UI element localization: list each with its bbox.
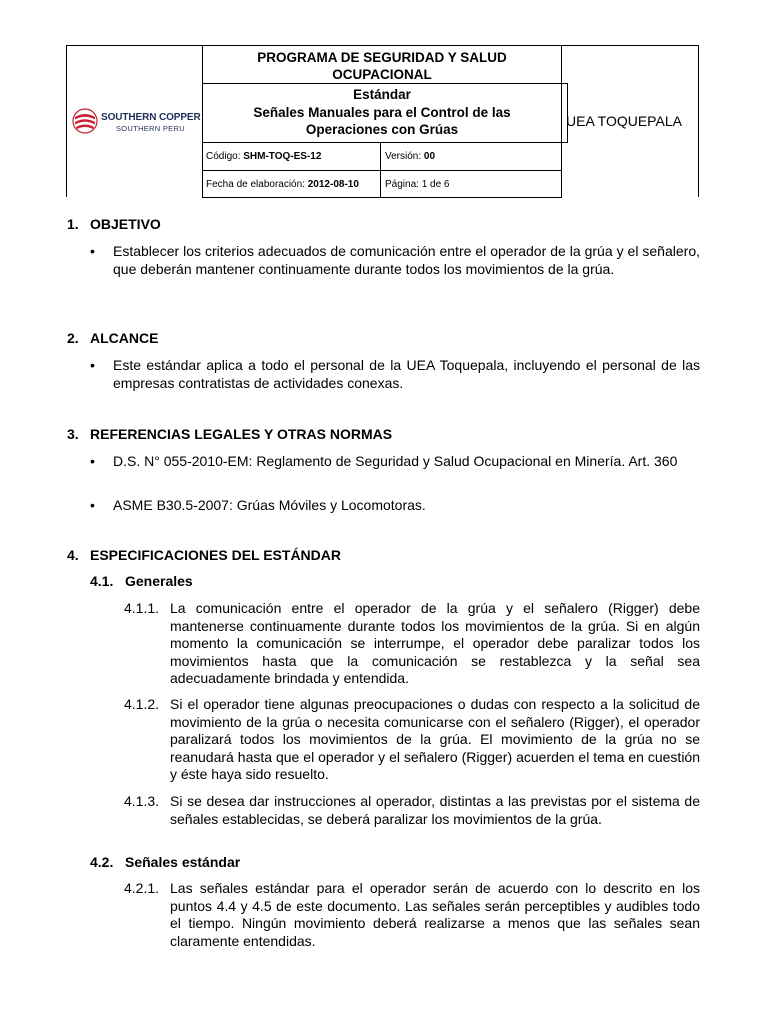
version-cell: [385, 151, 435, 163]
item-number: 4.1.1.: [124, 600, 160, 616]
section-number: 2.: [67, 330, 79, 346]
document-type: Estándar: [353, 87, 411, 102]
document-title-line1: Señales Manuales para el Control de las: [253, 105, 511, 120]
section-number: 4.: [67, 547, 79, 563]
program-title-line2: OCUPACIONAL: [332, 67, 432, 82]
item-number: 4.2.1.: [124, 880, 160, 896]
header-row-line-1: [202, 83, 568, 84]
subsection-number: 4.1.: [90, 573, 114, 589]
section-title: ALCANCE: [90, 330, 159, 346]
list-item: [90, 243, 700, 278]
bullet-icon: •: [90, 497, 95, 513]
subsection-title: Señales estándar: [125, 854, 241, 870]
bullet-text: Establecer los criterios adecuados de comunicación entre el operador de la grúa y el señalero, que deberán mantener continuamente durante todos los movimientos de la grúa.: [113, 243, 700, 277]
company-logo: [72, 104, 202, 140]
item-text: Las señales estándar para el operador serán de acuerdo con lo descrito en los puntos 4.4 y 4.5 de este documento. Las señales serán perceptibles y audibles todo el tiempo. Ningún movimiento deberá realizarse a menos que las señales sean claramente entendidas.: [170, 880, 700, 949]
header-row-line-4: [202, 197, 562, 198]
list-item: [90, 453, 700, 471]
section-heading-especificaciones: [67, 547, 341, 563]
header-row-line-2: [202, 142, 568, 143]
date-value: 2012-08-10: [307, 179, 359, 190]
section-heading-alcance: [67, 330, 158, 346]
subsection-heading-senales: [90, 854, 240, 870]
bullet-text: ASME B30.5-2007: Grúas Móviles y Locomotoras.: [113, 497, 426, 513]
list-item: [124, 880, 700, 950]
southern-copper-logo-icon: [72, 108, 98, 134]
subsection-number: 4.2.: [90, 854, 114, 870]
header-divider-right: [561, 45, 562, 197]
header-border-left: [66, 45, 67, 197]
section-number: 1.: [67, 216, 79, 232]
bullet-icon: •: [90, 243, 95, 259]
code-cell: [206, 151, 321, 163]
bullet-text: D.S. N° 055-2010-EM: Reglamento de Seguridad y Salud Ocupacional en Minería. Art. 360: [113, 453, 678, 469]
section-heading-objetivo: [67, 216, 161, 232]
unit-name: UEA TOQUEPALA: [566, 113, 682, 129]
item-number: 4.1.2.: [124, 696, 160, 712]
date-cell: [206, 179, 359, 191]
section-title: REFERENCIAS LEGALES Y OTRAS NORMAS: [90, 426, 393, 442]
bullet-icon: •: [90, 357, 95, 373]
bullet-icon: •: [90, 453, 95, 469]
list-item: [124, 696, 700, 784]
section-title: OBJETIVO: [90, 216, 161, 232]
item-text: Si el operador tiene algunas preocupaciones o dudas con respecto a la solicitud de movimiento de la grúa o necesita comunicarse con el señalero (Rigger), el operador paralizará todos los movimientos de la grúa. El movimiento de la grúa no se reanudará hasta que el operador y el señalero (Rigger) acuerden el tema en cuestión y éste haya sido resuelto.: [170, 696, 700, 782]
document-title-line2: Operaciones con Grúas: [305, 122, 459, 137]
header-border-right: [698, 45, 699, 197]
bullet-text: Este estándar aplica a todo el personal de la UEA Toquepala, incluyendo el personal de las empresas contratistas de actividades conexas.: [113, 357, 700, 391]
section-number: 3.: [67, 426, 79, 442]
version-value: 00: [423, 151, 436, 162]
list-item: [124, 793, 700, 828]
item-number: 4.1.3.: [124, 793, 160, 809]
page-label: Página: 1 de 6: [385, 179, 450, 190]
list-item: [90, 497, 700, 515]
program-title-line1: PROGRAMA DE SEGURIDAD Y SALUD: [257, 50, 507, 65]
company-name: SOUTHERN COPPER: [101, 112, 201, 123]
date-label: Fecha de elaboración:: [206, 179, 305, 190]
item-text: Si se desea dar instrucciones al operador, distintas a las previstas por el sistema de señales establecidas, se deberá paralizar los movimientos de la grúa.: [170, 793, 700, 827]
code-label: Código:: [206, 151, 241, 162]
subsection-title: Generales: [125, 573, 193, 589]
header-row-line-3: [202, 170, 562, 171]
page-cell: [385, 179, 450, 191]
company-subname: SOUTHERN PERU: [116, 124, 185, 133]
section-title: ESPECIFICACIONES DEL ESTÁNDAR: [90, 547, 341, 563]
list-item: [124, 600, 700, 688]
code-value: SHM-TOQ-ES-12: [243, 151, 322, 162]
list-item: [90, 357, 700, 392]
header-border-top: [66, 45, 699, 46]
item-text: La comunicación entre el operador de la grúa y el señalero (Rigger) debe mantenerse continuamente durante todos los movimientos de la grúa. Si en algún momento la comunicación se interrumpe, el operador debe paralizar todos los movimientos hasta que la comunicación se restablezca y la señal sea adecuadamente brindada y entendida.: [170, 600, 700, 686]
version-label: Versión:: [385, 151, 422, 162]
subsection-heading-generales: [90, 573, 193, 589]
section-heading-referencias: [67, 426, 392, 442]
